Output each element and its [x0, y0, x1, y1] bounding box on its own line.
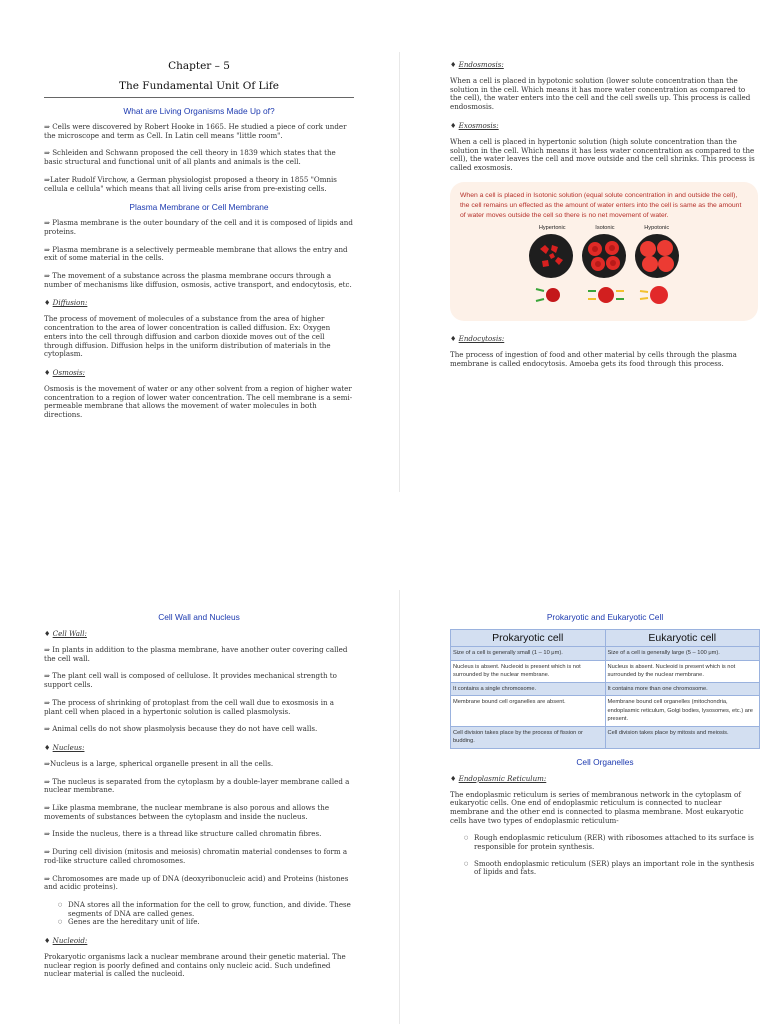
figure-labels	[524, 225, 684, 231]
diamond-bullet-icon: ♦	[44, 298, 51, 308]
page-3-column	[44, 612, 354, 988]
section-heading-prokaryotic-eukaryotic: Prokaryotic and Eukaryotic Cell	[546, 612, 664, 622]
diamond-bullet-icon: ♦	[450, 60, 457, 69]
list-item: ○ Rough endoplasmic reticulum (RER) with ribosomes attached to its surface is responsible for protein synthesis.	[464, 834, 760, 851]
subheading-endoplasmic-reticulum	[450, 774, 760, 783]
paragraph: ⇒ Like plasma membrane, the nuclear membrane is also porous and allows the movements of substances between the cytoplasm and inside the nucleus.	[44, 803, 330, 821]
table-header-eukaryotic: Eukaryotic cell	[605, 630, 760, 647]
subheading-nucleus	[44, 743, 354, 752]
table-row	[451, 647, 760, 661]
paragraph: ⇒ The plant cell wall is composed of cellulose. It provides mechanical strength to support cells.	[44, 671, 337, 690]
paragraph: ⇒ Schleiden and Schwann proposed the cell theory in 1839 which states that the basic structural and functional unit of all plants and animals is the cell.	[44, 148, 336, 167]
paragraph: ⇒ The movement of a substance across the plasma membrane occurs through a number of mechanisms like diffusion, osmosis, active transport, and endocytosis, etc.	[44, 271, 352, 289]
table-cell: It contains more than one chromosome.	[605, 682, 760, 696]
hypotonic-cell-icon	[635, 234, 679, 278]
subheading-osmosis	[44, 368, 354, 377]
er-sublist	[464, 834, 760, 877]
diamond-bullet-icon: ♦	[44, 629, 51, 638]
table-cell: Size of a cell is generally large (5 – 100 μm).	[605, 647, 760, 661]
table-cell: Cell division takes place by mitosis and meiosis.	[605, 726, 760, 748]
paragraph: ⇒ The process of shrinking of protoplast from the cell wall due to exosmosis in a plant cell when placed in a hypertonic solution is called plasmolysis.	[44, 697, 335, 716]
table-row	[451, 660, 760, 682]
table-header-prokaryotic: Prokaryotic cell	[451, 630, 606, 647]
isotonic-text: When a cell is placed in Isotonic solution (equal solute concentration in and outside the cell), the cell remains un effected as the amount of water enters into the cell is same as the amount of water moves outside the cell so there is no net movement of water.	[460, 191, 742, 220]
table-row	[451, 726, 760, 748]
section-heading-cell-wall-nucleus: Cell Wall and Nucleus	[158, 612, 240, 622]
subheading-nucleoid	[44, 936, 354, 945]
chapter-label: Chapter – 5	[168, 60, 230, 72]
table-row	[451, 696, 760, 727]
paragraph: ⇒Nucleus is a large, spherical organelle present in all the cells.	[44, 758, 274, 768]
paragraph: When a cell is placed in hypotonic solution (lower solute concentration than the solution in the cell. Which means it has more water concentration as compared to the cell), the water enters into the cell and the cell swells up. This process is called endosmosis.	[450, 76, 751, 112]
diamond-bullet-icon: ♦	[44, 742, 51, 752]
table-cell: Membrane bound cell organelles are absent.	[451, 696, 606, 727]
table-cell: Cell division takes place by the process of fission or budding.	[451, 726, 606, 748]
subheading-label: Cell Wall:	[52, 629, 87, 638]
diamond-bullet-icon: ♦	[450, 334, 457, 344]
paragraph: ⇒ Chromosomes are made up of DNA (deoxyribonucleic acid) and Proteins (histones and acidic proteins).	[44, 873, 349, 892]
figure-label-isotonic: Isotonic	[595, 225, 615, 232]
paragraph: ⇒ Plasma membrane is the outer boundary of the cell and it is composed of lipids and proteins.	[44, 218, 353, 236]
subheading-label: Exosmosis:	[458, 120, 499, 130]
table-header-row	[451, 630, 760, 647]
subheading-label: Nucleus:	[52, 742, 85, 752]
subheading-label: Diffusion:	[52, 298, 88, 308]
paragraph: ⇒ Cells were discovered by Robert Hooke in 1665. He studied a piece of cork under the microscope and term as Cell. In Latin cell means "little room".	[44, 122, 347, 140]
subheading-label: Endosmosis:	[458, 60, 504, 69]
paragraph: ⇒ Inside the nucleus, there is a thread like structure called chromatin fibres.	[44, 829, 322, 839]
subheading-exosmosis	[450, 121, 758, 130]
subheading-diffusion	[44, 298, 354, 307]
subheading-endocytosis	[450, 334, 758, 343]
subheading-label: Nucleoid:	[52, 936, 88, 946]
chapter-title: The Fundamental Unit Of Life	[44, 80, 354, 98]
table-cell: Nucleus is absent. Nucleoid is present which is not surrounded by the nuclear membrane.	[605, 660, 760, 682]
paragraph: Prokaryotic organisms lack a nuclear membrane around their genetic material. The nuclear region is poorly defined and contains only nucleic acid. Such undefined nuclear material is called the nucleoid.	[44, 952, 346, 979]
dna-sublist	[58, 901, 354, 927]
table-cell: Membrane bound cell organelles (mitochondria, endoplasmic reticulum, Golgi bodies, lysosomes, etc.) are present.	[605, 696, 760, 727]
page-1-column	[44, 60, 354, 429]
comparison-table	[450, 629, 760, 749]
isotonic-cell-icon	[582, 234, 626, 278]
subheading-label: Endocytosis:	[458, 334, 505, 344]
paragraph: ⇒ Animal cells do not show plasmolysis because they do not have cell walls.	[44, 724, 318, 734]
figure-label-hypotonic: Hypotonic	[644, 225, 670, 232]
paragraph: ⇒ Plasma membrane is a selectively permeable membrane that allows the entry and exit of some material in the cells.	[44, 244, 348, 263]
subheading-endosmosis	[450, 60, 758, 69]
table-cell: Size of a cell is generally small (1 – 10 μm).	[451, 647, 606, 661]
water-flow-out-icon	[536, 288, 560, 302]
paragraph: Osmosis is the movement of water or any other solvent from a region of higher water concentration to a region of lower water concentration. The cell membrane is a semi-permeable membrane that allows the movement of water molecules in both directions.	[44, 383, 353, 420]
page-2-column	[450, 60, 758, 378]
paragraph: The endoplasmic reticulum is series of membranous network in the cytoplasm of eukaryotic cells. One end of endoplasmic reticulum is connected to nuclear membrane and the other end is connected to plasma membrane. Most eukaryotic cells have two types of endoplasmic reticulum-	[450, 789, 744, 825]
paragraph: When a cell is placed in hypertonic solution (high solute concentration than the solution in the cell. Which means it has less water concentration as compared to the cell), the water leaves the cell and move outside and the cell shrinks. This process is called exosmosis.	[450, 136, 755, 172]
diamond-bullet-icon: ♦	[450, 120, 457, 130]
subheading-cell-wall	[44, 629, 354, 638]
diamond-bullet-icon: ♦	[450, 773, 457, 783]
list-item: ○ Genes are the hereditary unit of life.	[58, 918, 354, 927]
table-cell: It contains a single chromosome.	[451, 682, 606, 696]
page-4-column	[450, 612, 760, 886]
paragraph: ⇒ During cell division (mitosis and meiosis) chromatin material condenses to form a rod-like structure called chromosomes.	[44, 847, 348, 865]
isotonic-callout	[450, 182, 758, 322]
subheading-label: Osmosis:	[52, 367, 86, 377]
hypertonic-cell-icon	[529, 234, 573, 278]
paragraph: The process of movement of molecules of a substance from the area of higher concentration to the area of lower concentration is called diffusion. Ex: Oxygen enters into the cell through diffusion and carbon dioxide moves out of the cell through diffusion. Diffusion helps in the uniform distribution of materials in the cytoplasm.	[44, 314, 331, 359]
paragraph: ⇒ The nucleus is separated from the cytoplasm by a double-layer membrane called a nuclear membrane.	[44, 776, 350, 795]
water-flow-balanced-icon	[588, 287, 624, 303]
water-flow-in-icon	[640, 286, 668, 304]
diamond-bullet-icon: ♦	[44, 936, 51, 946]
list-item: ○ DNA stores all the information for the cell to grow, function, and divide. These segments of DNA are called genes.	[58, 901, 354, 918]
paragraph: The process of ingestion of food and other material by cells through the plasma membrane is called endocytosis. Amoeba gets its food through this process.	[450, 350, 737, 368]
subheading-label: Endoplasmic Reticulum:	[458, 773, 547, 783]
red-blood-cells-illustration	[524, 233, 684, 307]
paragraph: ⇒ In plants in addition to the plasma membrane, have another outer covering called the cell wall.	[44, 645, 348, 663]
section-heading-living-organisms: What are Living Organisms Made Up of?	[123, 106, 275, 116]
tonicity-figure	[524, 225, 684, 311]
figure-label-hypertonic: Hypertonic	[538, 225, 566, 232]
list-item: ○ Smooth endoplasmic reticulum (SER) plays an important role in the synthesis of lipids and fats.	[464, 860, 760, 877]
section-heading-plasma-membrane: Plasma Membrane or Cell Membrane	[129, 202, 269, 213]
diamond-bullet-icon: ♦	[44, 367, 51, 377]
table-row	[451, 682, 760, 696]
paragraph: ⇒Later Rudolf Virchow, a German physiologist proposed a theory in 1855 "Omnis cellula e cellula" which means that all living cells arise from pre-existing cells.	[44, 174, 337, 193]
table-cell: Nucleus is absent. Nucleoid is present which is not surrounded by the nuclear membrane.	[451, 660, 606, 682]
section-heading-cell-organelles: Cell Organelles	[576, 756, 634, 767]
